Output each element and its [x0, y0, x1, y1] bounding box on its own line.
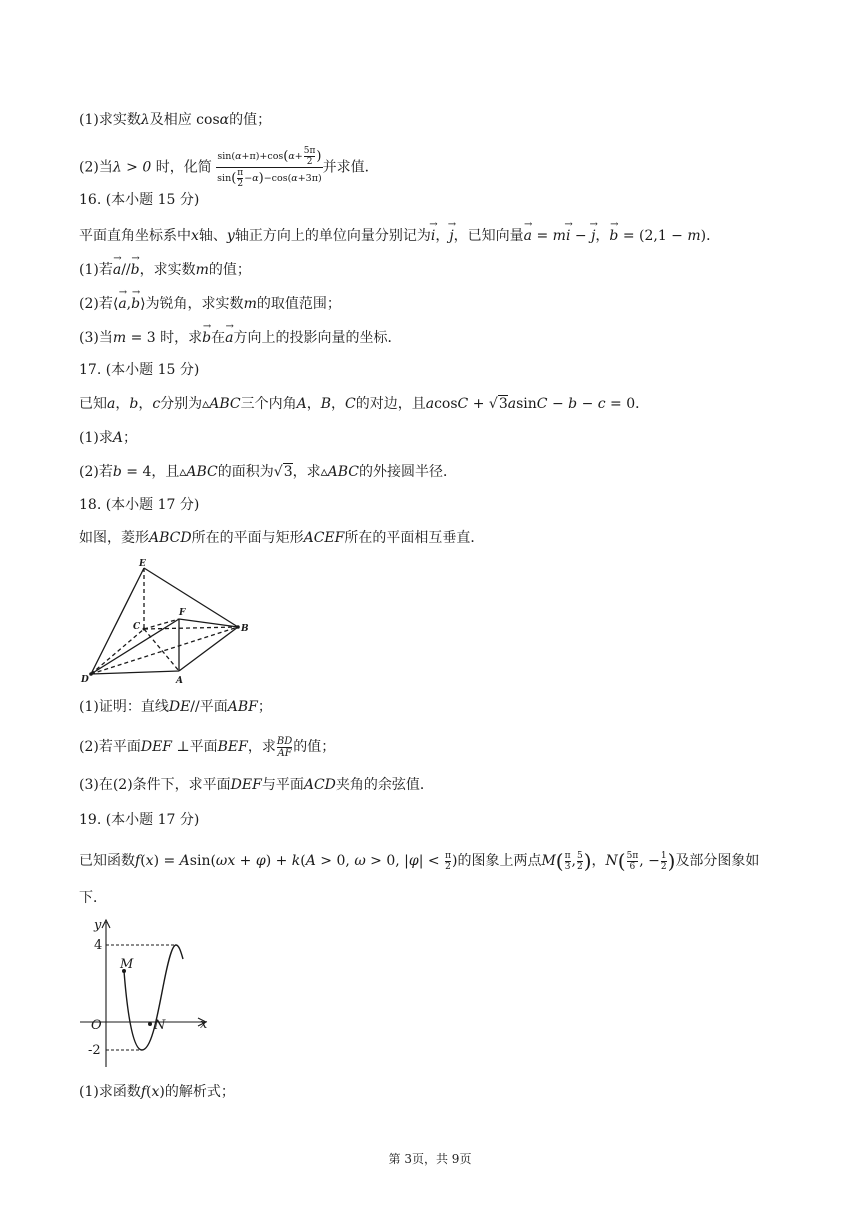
label-B: B [241, 624, 249, 634]
q15-part1: (1)求实数λ及相应 cosα的值； [79, 112, 272, 128]
q16-part3: (3)当m = 3 时，求→ b在→ a方向上的投影向量的坐标． [79, 328, 401, 348]
label-F: F [179, 608, 186, 618]
q16-part1: (1)若→ a//→ b，求实数m的值； [79, 260, 251, 280]
graph-x-label: x [200, 1017, 208, 1032]
q18-solid-figure [78, 556, 258, 686]
q19-stem: 已知函数f(x) = Asin(ωx + φ) + k(A > 0, ω > 0, |φ| < $\frac{\pi}{2}$ )的图象上两点M( $\frac{\pi}{3}$ , $\frac{5}{2}$ )，N( $\frac{5\pi}{6}$ , − $\frac{1}{2}$ )及部分图象如 [79, 849, 760, 873]
q18-header: 18. (本小题 17 分) [79, 497, 200, 513]
q18-part3: (3)在(2)条件下，求平面DEF与平面ACD夹角的余弦值． [79, 777, 434, 793]
label-C: C [133, 622, 141, 632]
label-A: A [176, 676, 183, 686]
q17-header: 17. (本小题 15 分) [79, 362, 200, 378]
q18-stem: 如图，菱形ABCD所在的平面与矩形ACEF所在的平面相互垂直． [79, 530, 485, 546]
q16-stem: 平面直角坐标系中x轴、y轴正方向上的单位向量分别记为→ i，→ j，已知向量→ a = m→ i − → j，→ b = (2,1 − m)． [79, 226, 720, 246]
q18-part1: (1)证明：直线DE//平面ABF； [79, 699, 272, 715]
q19-stem-cont: 下． [79, 890, 107, 906]
q15-fraction: sin(α+π)+cos(α+ $\frac{5\pi}{2}$ ) sin( $\frac{\pi}{2}$ −α)−cos(α+3π) [217, 146, 322, 189]
graph-point-m-label: M [120, 957, 134, 972]
q18-part2: (2)若平面DEF ⊥平面BEF，求 $\frac{BD}{AF}$ 的值； [79, 735, 336, 759]
graph-y-label: y [94, 918, 102, 933]
q15-part2: (2)当λ > 0 时，化简 sin(α+π)+cos(α+ $\frac{5\pi}{2}$ ) sin( $\frac{\pi}{2}$ −α)−cos(α+3π) 并求值． [79, 146, 379, 189]
graph-point-n-label: N [154, 1018, 166, 1033]
q16-header: 16. (本小题 15 分) [79, 192, 200, 208]
q17-part1: (1)求A； [79, 430, 137, 446]
q19-header: 19. (本小题 17 分) [79, 812, 200, 828]
q19-part1: (1)求函数f(x)的解析式； [79, 1084, 235, 1100]
q17-stem: 已知a，b，c分别为▵ABC三个内角A，B，C的对边，且acosC + √3asinC − b − c = 0． [79, 396, 650, 412]
page-footer: 第 3页，共 9页 [388, 1152, 472, 1166]
graph-y-tick-top: 4 [94, 938, 103, 953]
label-E: E [139, 559, 146, 569]
label-D: D [81, 675, 89, 685]
graph-y-tick-bottom: -2 [88, 1043, 101, 1058]
q17-part2: (2)若b = 4，且▵ABC的面积为√3，求▵ABC的外接圆半径． [79, 464, 458, 480]
graph-origin-label: O [91, 1018, 102, 1033]
q19-function-graph [80, 912, 220, 1072]
q16-part2: (2)若⟨→ a,→ b⟩为锐角，求实数m的取值范围； [79, 294, 341, 314]
